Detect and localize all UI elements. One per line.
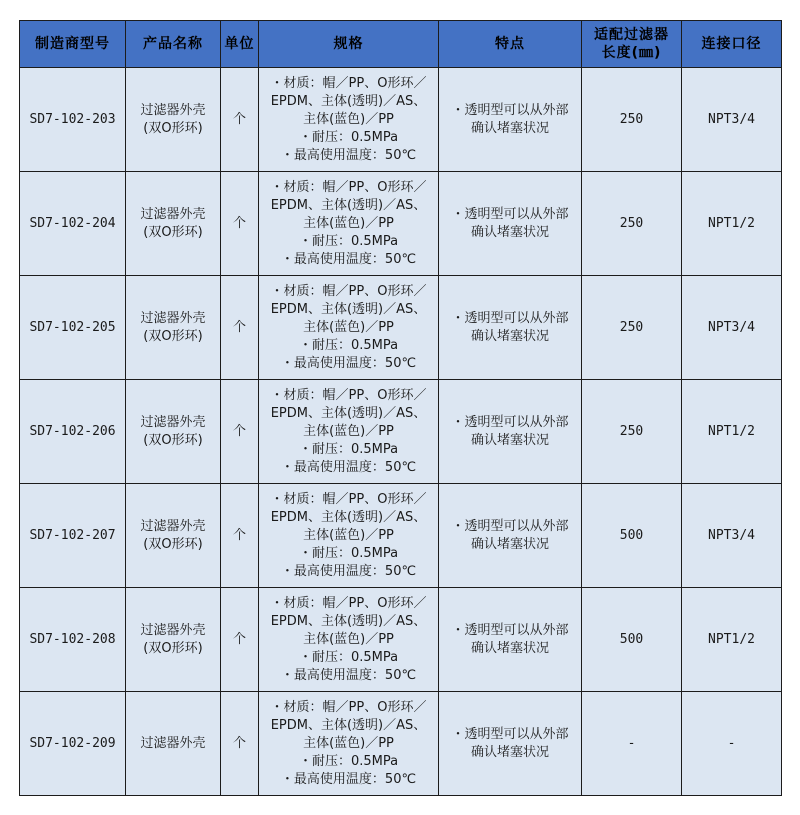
product-cell	[126, 68, 221, 172]
product-name-line2: (双O形环)	[143, 640, 203, 656]
feature-cell	[439, 276, 582, 380]
product-name-line2: (双O形环)	[143, 432, 203, 448]
feature-line2: 确认堵塞状况	[470, 432, 549, 448]
spec-cell	[259, 588, 439, 692]
product-cell	[126, 380, 221, 484]
model-cell: SD7-102-205	[20, 276, 126, 380]
table-row	[20, 68, 782, 172]
filter-length-cell: 250	[582, 380, 682, 484]
spec-line: ・材质：帽／PP、O形环／	[270, 75, 427, 91]
port-cell: NPT3/4	[682, 484, 782, 588]
spec-line: EPDM、主体(透明)／AS、	[270, 717, 427, 733]
spec-line: ・最高使用温度：50℃	[280, 355, 417, 371]
feature-cell	[439, 172, 582, 276]
product-name-line2: (双O形环)	[143, 328, 203, 344]
spec-line: ・最高使用温度：50℃	[280, 459, 417, 475]
feature-cell	[439, 692, 582, 796]
product-cell	[126, 172, 221, 276]
filter-length-cell: -	[582, 692, 682, 796]
product-cell	[126, 692, 221, 796]
spec-line: 主体(蓝色)／PP	[303, 215, 394, 231]
spec-line: ・最高使用温度：50℃	[280, 251, 417, 267]
model-cell: SD7-102-203	[20, 68, 126, 172]
product-name-line1: 过滤器外壳	[140, 735, 206, 751]
product-spec-table	[19, 20, 782, 796]
header-spec: 规格	[259, 21, 439, 68]
feature-line2: 确认堵塞状况	[470, 640, 549, 656]
spec-line: ・耐压：0.5MPa	[298, 649, 399, 665]
spec-line: ・最高使用温度：50℃	[280, 771, 417, 787]
feature-line1: ・透明型可以从外部	[451, 518, 569, 534]
spec-line: ・耐压：0.5MPa	[298, 233, 399, 249]
feature-line1: ・透明型可以从外部	[451, 310, 569, 326]
product-cell	[126, 276, 221, 380]
feature-line2: 确认堵塞状况	[470, 328, 549, 344]
header-unit: 单位	[221, 21, 259, 68]
port-cell: NPT1/2	[682, 380, 782, 484]
spec-line: 主体(蓝色)／PP	[303, 527, 394, 543]
spec-line: ・最高使用温度：50℃	[280, 147, 417, 163]
model-cell: SD7-102-208	[20, 588, 126, 692]
table-row	[20, 172, 782, 276]
spec-line: EPDM、主体(透明)／AS、	[270, 197, 427, 213]
feature-cell	[439, 588, 582, 692]
feature-cell	[439, 68, 582, 172]
filter-length-cell: 250	[582, 68, 682, 172]
product-name-line2: (双O形环)	[143, 224, 203, 240]
unit-cell: 个	[221, 276, 259, 380]
spec-line: 主体(蓝色)／PP	[303, 319, 394, 335]
feature-cell	[439, 484, 582, 588]
product-cell	[126, 588, 221, 692]
feature-line1: ・透明型可以从外部	[451, 622, 569, 638]
header-filter-length-line1: 适配过滤器	[594, 27, 669, 43]
header-product: 产品名称	[126, 21, 221, 68]
spec-line: ・耐压：0.5MPa	[298, 545, 399, 561]
unit-cell: 个	[221, 484, 259, 588]
unit-cell: 个	[221, 172, 259, 276]
header-filter-length	[582, 21, 682, 68]
spec-line: ・材质：帽／PP、O形环／	[270, 491, 427, 507]
filter-length-cell: 250	[582, 276, 682, 380]
spec-line: ・耐压：0.5MPa	[298, 441, 399, 457]
filter-length-cell: 500	[582, 588, 682, 692]
spec-cell	[259, 276, 439, 380]
table-body	[20, 68, 782, 796]
table-row	[20, 692, 782, 796]
spec-line: 主体(蓝色)／PP	[303, 423, 394, 439]
port-cell: NPT1/2	[682, 172, 782, 276]
table-header-row	[20, 21, 782, 68]
filter-length-cell: 250	[582, 172, 682, 276]
feature-line1: ・透明型可以从外部	[451, 102, 569, 118]
filter-length-cell: 500	[582, 484, 682, 588]
table-row	[20, 588, 782, 692]
feature-line1: ・透明型可以从外部	[451, 726, 569, 742]
header-feature: 特点	[439, 21, 582, 68]
header-filter-length-line2: 长度(㎜)	[601, 45, 662, 61]
feature-line1: ・透明型可以从外部	[451, 414, 569, 430]
table-row	[20, 484, 782, 588]
product-name-line2: (双O形环)	[143, 536, 203, 552]
spec-cell	[259, 380, 439, 484]
spec-cell	[259, 692, 439, 796]
model-cell: SD7-102-207	[20, 484, 126, 588]
feature-line2: 确认堵塞状况	[470, 744, 549, 760]
feature-line1: ・透明型可以从外部	[451, 206, 569, 222]
spec-line: EPDM、主体(透明)／AS、	[270, 301, 427, 317]
spec-line: ・材质：帽／PP、O形环／	[270, 387, 427, 403]
spec-line: 主体(蓝色)／PP	[303, 631, 394, 647]
spec-line: ・耐压：0.5MPa	[298, 129, 399, 145]
product-cell	[126, 484, 221, 588]
port-cell: -	[682, 692, 782, 796]
spec-line: ・最高使用温度：50℃	[280, 667, 417, 683]
table-row	[20, 276, 782, 380]
product-name-line2: (双O形环)	[143, 120, 203, 136]
product-name-line1: 过滤器外壳	[140, 206, 206, 222]
feature-line2: 确认堵塞状况	[470, 120, 549, 136]
model-cell: SD7-102-206	[20, 380, 126, 484]
spec-line: ・耐压：0.5MPa	[298, 337, 399, 353]
header-model: 制造商型号	[20, 21, 126, 68]
product-name-line1: 过滤器外壳	[140, 414, 206, 430]
spec-line: ・材质：帽／PP、O形环／	[270, 699, 427, 715]
unit-cell: 个	[221, 692, 259, 796]
product-name-line1: 过滤器外壳	[140, 102, 206, 118]
spec-cell	[259, 68, 439, 172]
spec-line: EPDM、主体(透明)／AS、	[270, 93, 427, 109]
spec-line: EPDM、主体(透明)／AS、	[270, 405, 427, 421]
table-row	[20, 380, 782, 484]
spec-line: ・最高使用温度：50℃	[280, 563, 417, 579]
spec-line: EPDM、主体(透明)／AS、	[270, 613, 427, 629]
spec-line: ・材质：帽／PP、O形环／	[270, 595, 427, 611]
port-cell: NPT3/4	[682, 68, 782, 172]
model-cell: SD7-102-204	[20, 172, 126, 276]
port-cell: NPT1/2	[682, 588, 782, 692]
product-name-line1: 过滤器外壳	[140, 310, 206, 326]
spec-cell	[259, 484, 439, 588]
header-port: 连接口径	[682, 21, 782, 68]
spec-line: 主体(蓝色)／PP	[303, 735, 394, 751]
product-name-line1: 过滤器外壳	[140, 518, 206, 534]
feature-cell	[439, 380, 582, 484]
port-cell: NPT3/4	[682, 276, 782, 380]
spec-line: 主体(蓝色)／PP	[303, 111, 394, 127]
spec-line: ・材质：帽／PP、O形环／	[270, 283, 427, 299]
unit-cell: 个	[221, 380, 259, 484]
feature-line2: 确认堵塞状况	[470, 224, 549, 240]
spec-line: EPDM、主体(透明)／AS、	[270, 509, 427, 525]
spec-line: ・耐压：0.5MPa	[298, 753, 399, 769]
product-name-line1: 过滤器外壳	[140, 622, 206, 638]
spec-cell	[259, 172, 439, 276]
unit-cell: 个	[221, 68, 259, 172]
spec-line: ・材质：帽／PP、O形环／	[270, 179, 427, 195]
feature-line2: 确认堵塞状况	[470, 536, 549, 552]
model-cell: SD7-102-209	[20, 692, 126, 796]
unit-cell: 个	[221, 588, 259, 692]
